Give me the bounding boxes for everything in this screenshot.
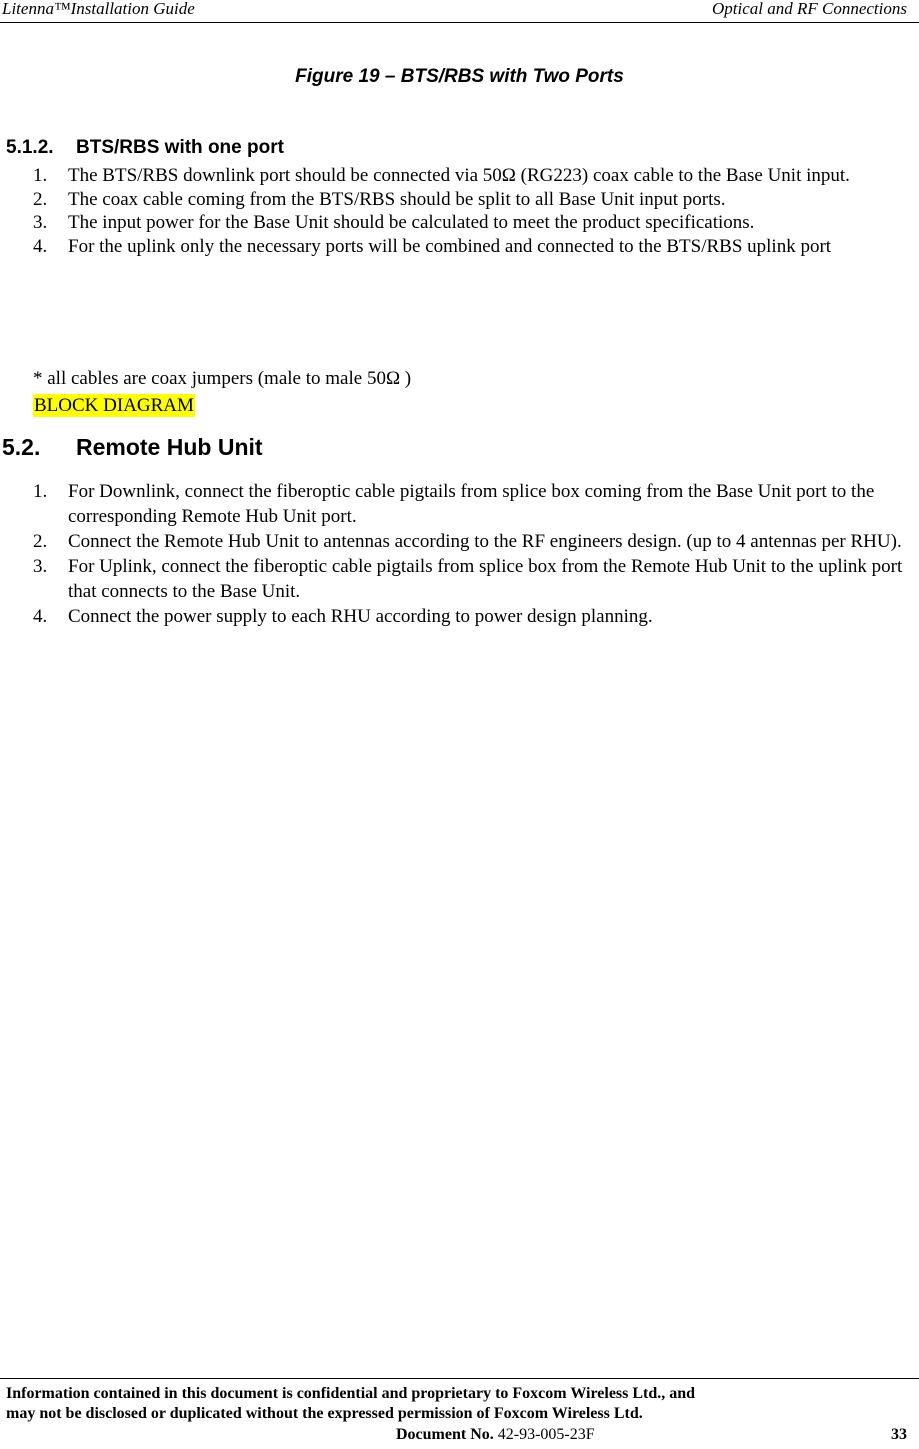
header-chapter-title: Optical and RF Connections [711, 0, 907, 18]
page-footer [0, 1378, 919, 1449]
document-number [396, 1425, 595, 1445]
block-diagram-placeholder: BLOCK DIAGRAM [34, 395, 194, 416]
list-item [33, 479, 917, 529]
figure-caption: Figure 19 – BTS/RBS with Two Ports [295, 66, 624, 87]
list-item [33, 529, 917, 554]
list-item-number: 1. [33, 481, 48, 502]
list-item-number: 2. [33, 188, 48, 210]
list-item-text: For Uplink, connect the fiberoptic cable pigtails from splice box from the Remote Hub Unit to the uplink port that connects to the Base Unit. [68, 556, 903, 602]
section-heading-5-1-2 [6, 136, 284, 160]
remote-hub-unit-steps [33, 479, 917, 629]
confidentiality-notice-line-1: Information contained in this document is confidential and proprietary to Foxcom Wireless Ltd., and [6, 1385, 696, 1402]
list-item-text: The BTS/RBS downlink port should be connected via 50Ω (RG223) coax cable to the Base Unit input. [68, 165, 850, 186]
list-item-text: For Downlink, connect the fiberoptic cable pigtails from splice box coming from the Base Unit port to the corresponding Remote Hub Unit port. [68, 481, 875, 527]
list-item-number: 1. [33, 165, 48, 186]
cables-note: * all cables are coax jumpers (male to male 50Ω ) [33, 368, 412, 389]
list-item [33, 235, 917, 259]
document-number-label: Document No. [396, 1426, 494, 1443]
list-item [33, 604, 917, 629]
list-item-text: The coax cable coming from the BTS/RBS should be split to all Base Unit input ports. [68, 188, 726, 210]
list-item [33, 164, 917, 188]
list-item-number: 4. [33, 606, 48, 627]
list-item-number: 2. [33, 531, 48, 552]
bts-one-port-steps [33, 164, 917, 258]
list-item [33, 188, 917, 212]
list-item [33, 211, 917, 235]
page-number: 33 [891, 1426, 907, 1443]
document-number-value: 42-93-005-23F [497, 1426, 595, 1443]
list-item-number: 3. [33, 212, 48, 233]
list-item-text: Connect the Remote Hub Unit to antennas according to the RF engineers design. (up to 4 antennas per RHU). [68, 531, 902, 552]
list-item-text: The input power for the Base Unit should be calculated to meet the product specifications. [68, 212, 755, 233]
list-item-text: For the uplink only the necessary ports will be combined and connected to the BTS/RBS uplink port [68, 235, 832, 257]
confidentiality-notice-line-2: may not be disclosed or duplicated without the expressed permission of Foxcom Wireless Ltd. [6, 1405, 643, 1422]
list-item [33, 554, 917, 604]
section-heading-5-2 [2, 433, 263, 461]
page-header [0, 0, 919, 23]
section-number: 5.2. [2, 434, 41, 460]
list-item-number: 4. [33, 235, 48, 257]
header-guide-title: Litenna™Installation Guide [2, 0, 195, 18]
section-title: BTS/RBS with one port [76, 137, 284, 158]
section-number: 5.1.2. [6, 137, 54, 158]
section-title: Remote Hub Unit [76, 434, 263, 460]
list-item-number: 3. [33, 556, 48, 577]
list-item-text: Connect the power supply to each RHU according to power design planning. [68, 606, 653, 627]
